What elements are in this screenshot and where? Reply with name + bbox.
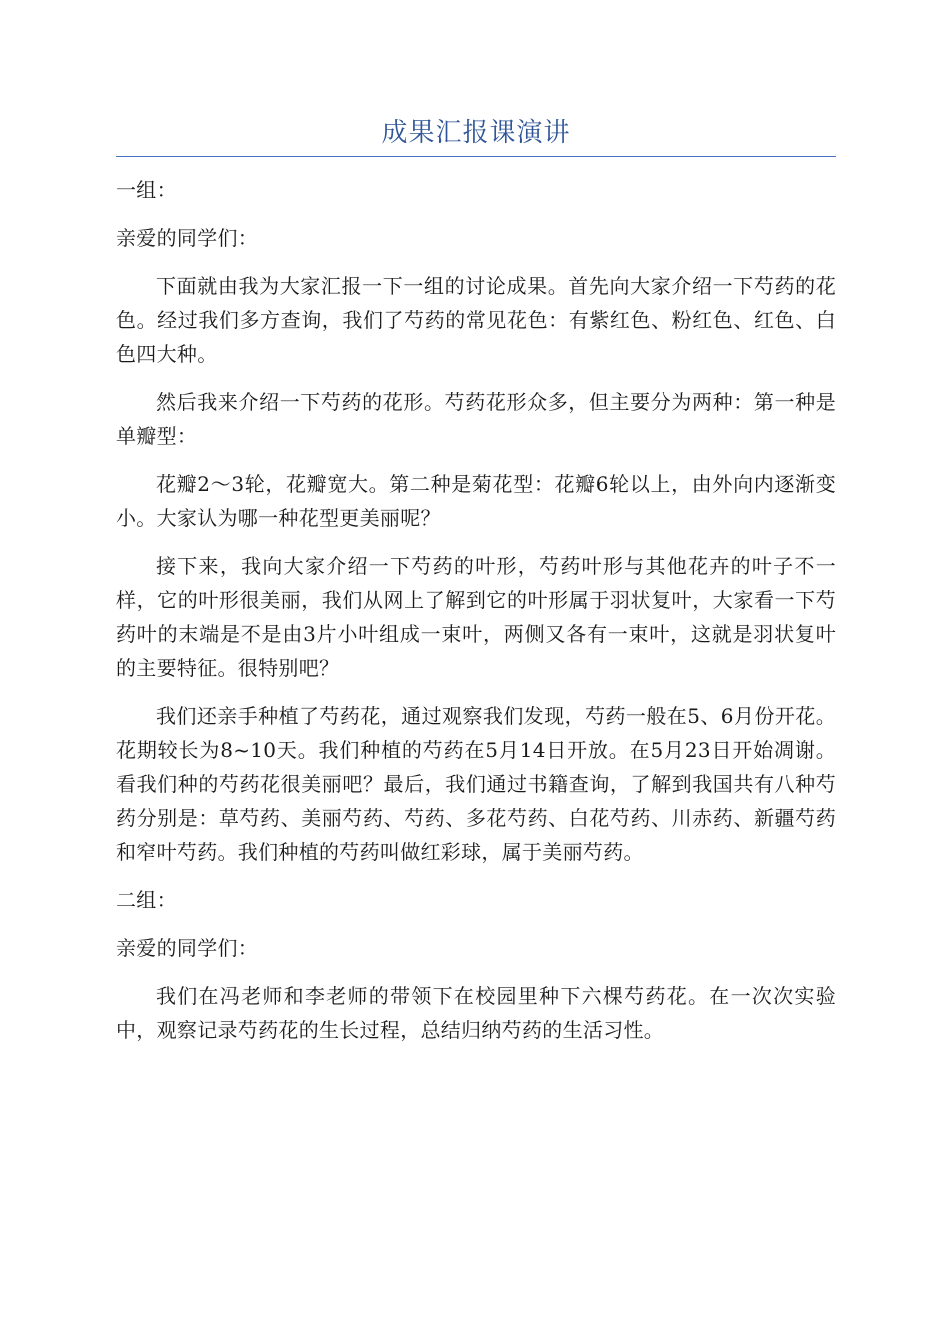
page-title: 成果汇报课演讲 — [381, 118, 571, 148]
paragraph: 我们还亲手种植了芍药花，通过观察我们发现，芍药一般在5、6月份开花。花期较长为8~10天。我们种植的芍药在5月14日开放。在5月23日开始凋谢。看我们种的芍药花很美丽吧？最后，我们通过书籍查询，了解到我国共有八种芍药分别是：草芍药、美丽芍药、芍药、多花芍药、白花芍药、川赤药、新疆芍药和窄叶芍药。我们种植的芍药叫做红彩球，属于美丽芍药。 — [116, 704, 836, 864]
document-page — [116, 110, 836, 1047]
title-underline — [116, 156, 836, 157]
salutation: 亲爱的同学们： — [116, 226, 259, 250]
paragraph: 然后我来介绍一下芍药的花形。芍药花形众多，但主要分为两种：第一种是单瓣型： — [116, 390, 836, 448]
paragraph: 我们在冯老师和李老师的带领下在校园里种下六棵芍药花。在一次次实验中，观察记录芍药花的生长过程，总结归纳芍药的生活习性。 — [116, 984, 836, 1042]
salutation: 亲爱的同学们： — [116, 936, 259, 960]
paragraph: 接下来，我向大家介绍一下芍药的叶形，芍药叶形与其他花卉的叶子不一样，它的叶形很美丽，我们从网上了解到它的叶形属于羽状复叶，大家看一下芍药叶的末端是不是由3片小叶组成一束叶，两侧又各有一束叶，这就是羽状复叶的主要特征。很特别吧？ — [116, 554, 836, 680]
paragraph: 花瓣2～3轮，花瓣宽大。第二种是菊花型：花瓣6轮以上，由外向内逐渐变小。大家认为哪一种花型更美丽呢？ — [116, 472, 836, 530]
paragraph: 下面就由我为大家汇报一下一组的讨论成果。首先向大家介绍一下芍药的花色。经过我们多方查询，我们了芍药的常见花色：有紫红色、粉红色、红色、白色四大种。 — [116, 274, 836, 366]
group-label: 一组： — [116, 178, 177, 202]
group-label: 二组： — [116, 888, 177, 912]
